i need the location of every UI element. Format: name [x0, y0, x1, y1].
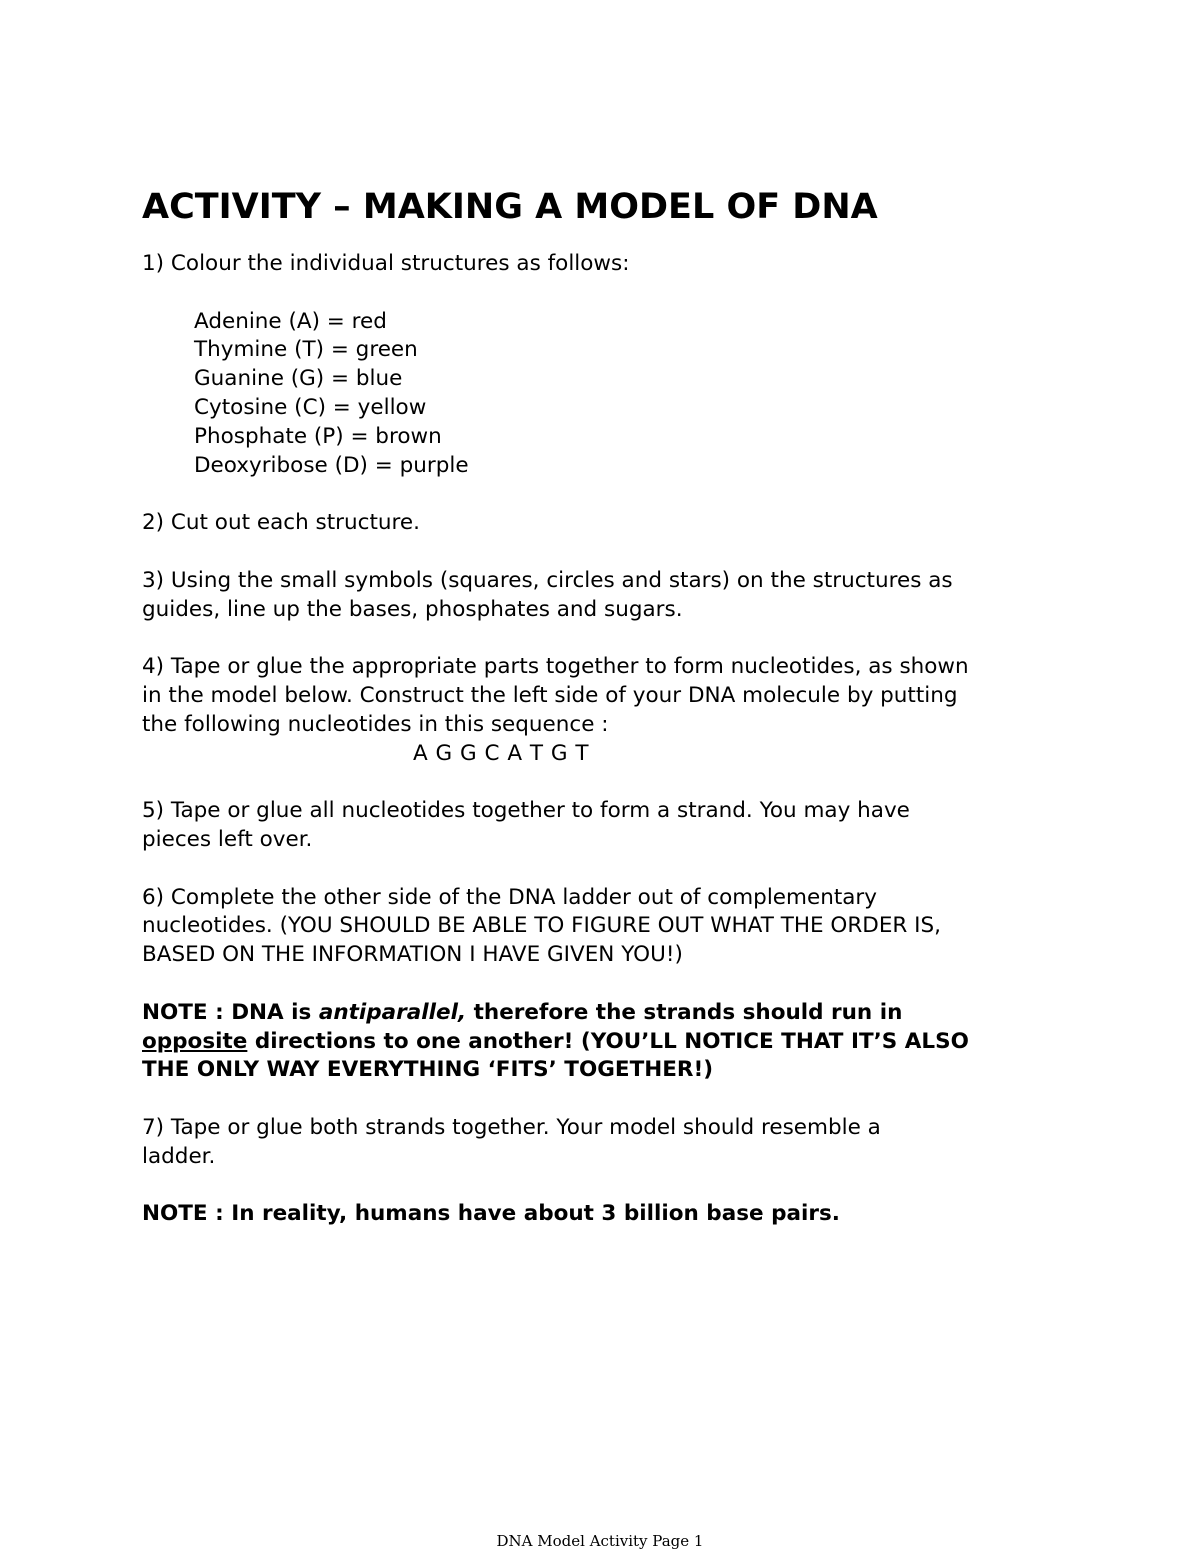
- step-4: [142, 653, 1077, 768]
- colour-key-guanine: Guanine (G) = blue: [194, 366, 403, 392]
- base-pairs-note: NOTE : In reality, humans have about 3 billion base pairs.: [142, 1201, 840, 1227]
- colour-key-deoxyribose: Deoxyribose (D) = purple: [194, 452, 469, 478]
- instructions: [142, 250, 1077, 1258]
- step-5-line-2: pieces left over.: [142, 826, 313, 852]
- step-3-line-2: guides, line up the bases, phosphates and sugars.: [142, 596, 683, 622]
- note-rest-2: directions to one another! (YOU’LL NOTICE THAT IT’S ALSO: [247, 1028, 969, 1054]
- step-4-line-2: in the model below. Construct the left side of your DNA molecule by putting: [142, 682, 958, 708]
- step-3: [142, 567, 1077, 625]
- step-7: [142, 1114, 1077, 1172]
- page-title: ACTIVITY – MAKING A MODEL OF DNA: [142, 187, 878, 227]
- step-6-line-1: 6) Complete the other side of the DNA ladder out of complementary: [142, 884, 877, 910]
- step-7-line-1: 7) Tape or glue both strands together. Your model should resemble a: [142, 1114, 881, 1140]
- step-7-line-2: ladder.: [142, 1143, 216, 1169]
- note-rest-1: therefore the strands should run in: [466, 999, 903, 1025]
- step-6-line-2: nucleotides. (YOU SHOULD BE ABLE TO FIGURE OUT WHAT THE ORDER IS,: [142, 913, 942, 939]
- colour-key-thymine: Thymine (T) = green: [194, 337, 418, 363]
- colour-key-phosphate: Phosphate (P) = brown: [194, 423, 442, 449]
- colour-key-list: [194, 308, 1077, 481]
- note-prefix: NOTE : DNA is: [142, 999, 319, 1025]
- colour-key-adenine: Adenine (A) = red: [194, 308, 387, 334]
- antiparallel-note-line-1: [142, 999, 1077, 1028]
- step-3-line-1: 3) Using the small symbols (squares, circles and stars) on the structures as: [142, 567, 953, 593]
- step-5-line-1: 5) Tape or glue all nucleotides together to form a strand. You may have: [142, 798, 910, 824]
- note-underlined-word: opposite: [142, 1028, 248, 1054]
- step-4-line-3: the following nucleotides in this sequence :: [142, 711, 609, 737]
- step-6-line-3: BASED ON THE INFORMATION I HAVE GIVEN YOU!): [142, 942, 683, 968]
- colour-key-cytosine: Cytosine (C) = yellow: [194, 394, 427, 420]
- nucleotide-sequence: A G G C A T G T: [413, 740, 590, 766]
- note-emphasis: antiparallel,: [318, 999, 467, 1025]
- antiparallel-note-line-2: [142, 1028, 1077, 1057]
- antiparallel-note-line-3: THE ONLY WAY EVERYTHING ‘FITS’ TOGETHER!): [142, 1057, 714, 1083]
- step-6: [142, 884, 1077, 970]
- step-5: [142, 797, 1077, 855]
- page-footer: DNA Model Activity Page 1: [496, 1532, 704, 1550]
- step-4-line-1: 4) Tape or glue the appropriate parts together to form nucleotides, as shown: [142, 654, 969, 680]
- antiparallel-note: [142, 999, 1077, 1085]
- step-2: 2) Cut out each structure.: [142, 510, 420, 536]
- step-1-intro: 1) Colour the individual structures as follows:: [142, 251, 630, 276]
